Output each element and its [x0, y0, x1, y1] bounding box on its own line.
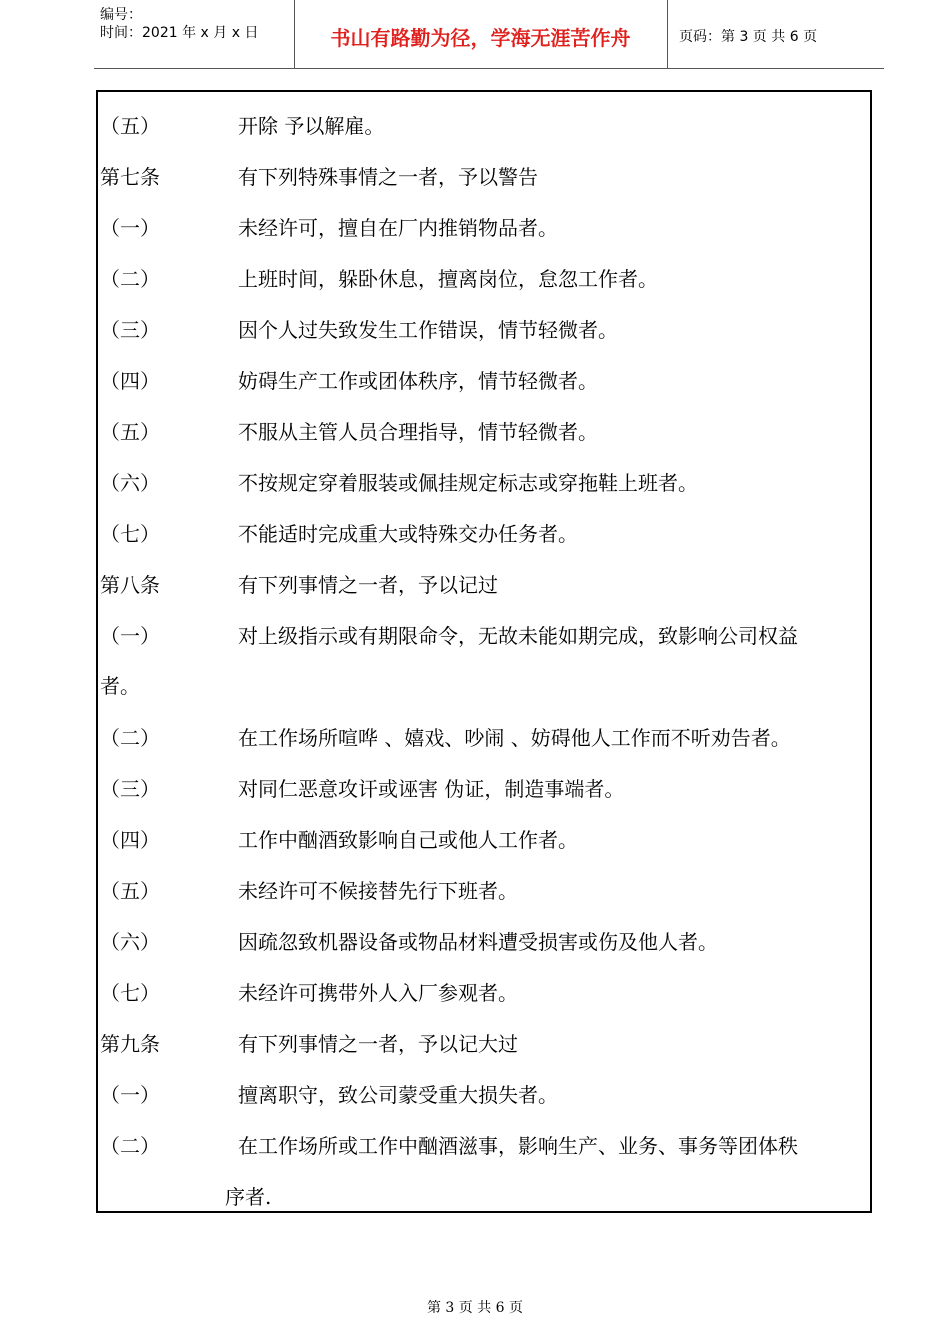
header-motto: 书山有路勤为径，学海无涯苦作舟 [330, 26, 631, 50]
clause-text: 对同仁恶意攻讦或诬害 伪证，制造事端者。 [238, 777, 625, 801]
content-frame [96, 90, 872, 1213]
clause-number: （六） [100, 930, 160, 954]
clause-number: （一） [100, 624, 160, 648]
clause-continuation: 者。 [100, 674, 140, 698]
clause-number: （七） [100, 981, 160, 1005]
clause-text: 有下列事情之一者，予以记大过 [238, 1032, 518, 1056]
clause-number: （四） [100, 828, 160, 852]
document-date-label: 时间：2021 年 x 月 x 日 [100, 25, 259, 41]
header-meta-cell [94, 0, 295, 68]
header-motto-cell [294, 0, 668, 68]
clause-text: 未经许可携带外人入厂参观者。 [238, 981, 518, 1005]
clause-text: 上班时间，躲卧休息，擅离岗位，怠忽工作者。 [238, 267, 658, 291]
clause-text: 开除 予以解雇。 [238, 114, 385, 138]
clause-text: 未经许可，擅自在厂内推销物品者。 [238, 216, 558, 240]
clause-text: 在工作场所喧哗 、嬉戏、吵闹 、妨碍他人工作而不听劝告者。 [238, 726, 791, 750]
clause-number: （五） [100, 114, 160, 138]
header-page-cell [667, 0, 884, 68]
clause-text: 不能适时完成重大或特殊交办任务者。 [238, 522, 578, 546]
clause-continuation: 序者. [225, 1185, 272, 1209]
clause-number: （二） [100, 1134, 160, 1158]
clause-text: 有下列事情之一者，予以记过 [238, 573, 498, 597]
clause-number: （五） [100, 879, 160, 903]
clause-text: 工作中酗酒致影响自己或他人工作者。 [238, 828, 578, 852]
page-header [94, 0, 884, 69]
header-page-info: 页码：第 3 页 共 6 页 [679, 29, 818, 45]
clause-text: 有下列特殊事情之一者，予以警告 [238, 165, 538, 189]
clause-number: （二） [100, 267, 160, 291]
clause-number: （二） [100, 726, 160, 750]
clause-number: 第八条 [100, 573, 160, 597]
clause-number: （一） [100, 216, 160, 240]
clause-number: （三） [100, 777, 160, 801]
clause-number: （七） [100, 522, 160, 546]
clause-number: （四） [100, 369, 160, 393]
document-code-label: 编号： [100, 7, 142, 23]
clause-text: 因疏忽致机器设备或物品材料遭受损害或伤及他人者。 [238, 930, 718, 954]
clause-number: （三） [100, 318, 160, 342]
clause-text: 擅离职守，致公司蒙受重大损失者。 [238, 1083, 558, 1107]
clause-text: 妨碍生产工作或团体秩序，情节轻微者。 [238, 369, 598, 393]
clause-text: 在工作场所或工作中酗酒滋事，影响生产、业务、事务等团体秩 [238, 1134, 798, 1158]
clause-text: 不服从主管人员合理指导，情节轻微者。 [238, 420, 598, 444]
clause-text: 未经许可不候接替先行下班者。 [238, 879, 518, 903]
clause-number: 第七条 [100, 165, 160, 189]
page-footer: 第 3 页 共 6 页 [426, 1300, 524, 1316]
clause-text: 因个人过失致发生工作错误，情节轻微者。 [238, 318, 618, 342]
clause-text: 不按规定穿着服装或佩挂规定标志或穿拖鞋上班者。 [238, 471, 698, 495]
clause-number: （五） [100, 420, 160, 444]
clause-number: （六） [100, 471, 160, 495]
clause-number: 第九条 [100, 1032, 160, 1056]
clause-text: 对上级指示或有期限命令，无故未能如期完成，致影响公司权益 [238, 624, 798, 648]
clause-number: （一） [100, 1083, 160, 1107]
